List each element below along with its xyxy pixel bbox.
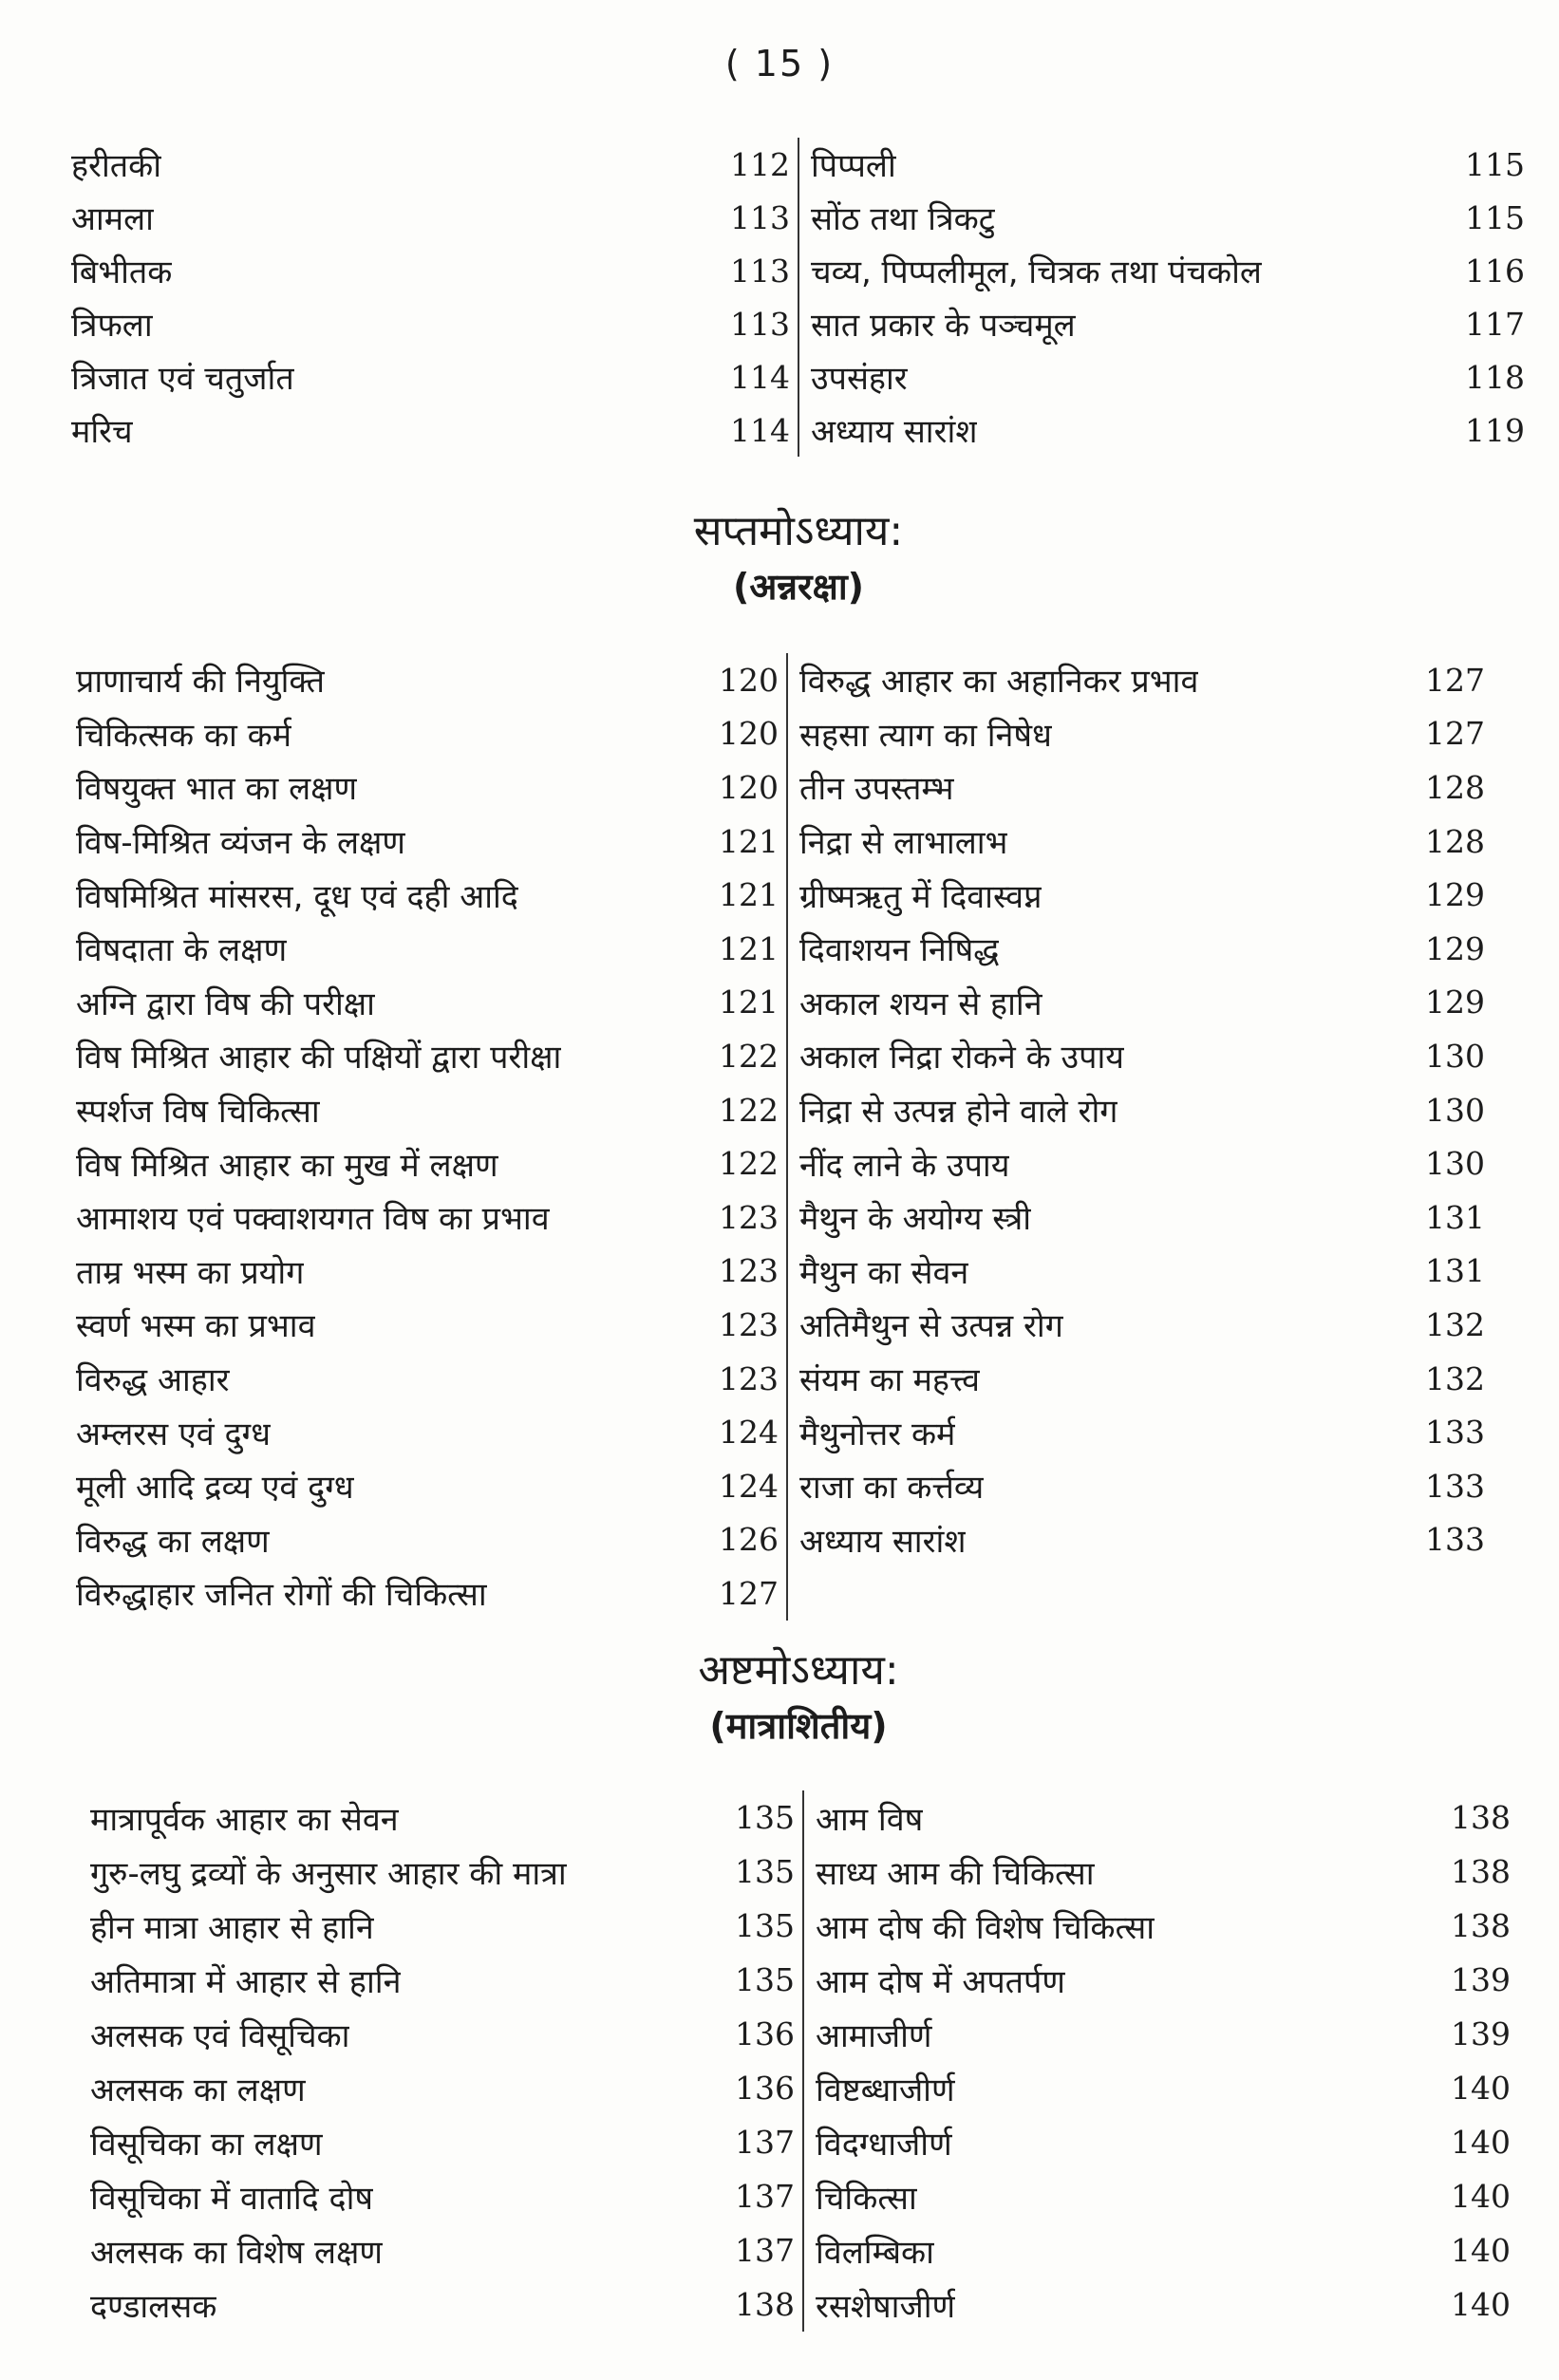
contents-entry	[71, 350, 798, 403]
entry-title: संयम का महत्त्व	[799, 1361, 980, 1400]
entry-title: साध्य आम की चिकित्सा	[816, 1854, 1095, 1893]
contents-entry	[76, 707, 786, 761]
contents-entry	[811, 244, 1532, 297]
entry-page-number: 137	[735, 2124, 795, 2161]
contents-entry	[76, 1136, 786, 1190]
entry-page-number: 138	[1451, 1907, 1511, 1944]
entry-title: राजा का कर्त्तव्य	[799, 1469, 985, 1508]
contents-entry	[76, 868, 786, 922]
entry-title: उपसंहार	[811, 360, 908, 398]
contents-entry	[76, 976, 786, 1030]
entry-page-number: 139	[1451, 2015, 1511, 2052]
entry-page-number: 128	[1425, 822, 1485, 860]
entry-title: अकाल निद्रा रोकने के उपाय	[799, 1039, 1124, 1078]
contents-entry	[811, 350, 1532, 403]
entry-page-number: 123	[719, 1198, 779, 1236]
entry-title: विरुद्ध आहार	[76, 1361, 230, 1400]
contents-entry	[799, 1513, 1493, 1567]
entry-page-number: 135	[735, 1907, 795, 1944]
entry-title: मात्रापूर्वक आहार का सेवन	[90, 1800, 399, 1839]
entry-page-number: 124	[719, 1414, 779, 1452]
entry-title: चव्य, पिप्पलीमूल, चित्रक तथा पंचकोल	[811, 253, 1262, 291]
contents-section-continued	[0, 138, 1559, 457]
entry-title: विलम्बिका	[816, 2233, 934, 2272]
entry-page-number: 113	[730, 252, 790, 290]
entry-page-number: 133	[1425, 1414, 1485, 1452]
entry-title: निद्रा से लाभालाभ	[799, 824, 1008, 863]
entry-title: आम दोष में अपतर्पण	[816, 1962, 1065, 2001]
contents-entry	[76, 1029, 786, 1083]
entry-page-number: 127	[719, 1574, 779, 1612]
contents-entry	[816, 2115, 1518, 2169]
entry-title: मैथुनोत्तर कर्म	[799, 1415, 956, 1453]
contents-entry	[76, 1245, 786, 1299]
entry-page-number: 131	[1425, 1198, 1485, 1236]
entry-page-number: 128	[1425, 768, 1485, 806]
contents-entry	[799, 1136, 1493, 1190]
entry-title: अलसक का विशेष लक्षण	[90, 2233, 383, 2272]
entry-title: विरुद्धाहार जनित रोगों की चिकित्सा	[76, 1576, 487, 1615]
contents-entry	[811, 403, 1532, 457]
chapter-7-left-column	[76, 653, 786, 1621]
contents-entry	[816, 1845, 1518, 1899]
contents-entry	[816, 2277, 1518, 2332]
entry-page-number: 135	[735, 1853, 795, 1890]
entry-page-number: 136	[735, 2070, 795, 2107]
contents-entry	[816, 2169, 1518, 2223]
entry-page-number: 121	[719, 929, 779, 967]
entry-page-number: 139	[1451, 1961, 1511, 1998]
entry-page-number: 130	[1425, 1091, 1485, 1129]
entry-page-number: 138	[1451, 1853, 1511, 1890]
entry-title: विषमिश्रित मांसरस, दूध एवं दही आदि	[76, 877, 518, 916]
contents-entry	[76, 1352, 786, 1406]
entry-page-number: 121	[719, 822, 779, 860]
contents-entry	[811, 138, 1532, 191]
contents-entry	[799, 1083, 1493, 1137]
entry-title: ताम्र भस्म का प्रयोग	[76, 1253, 305, 1292]
entry-page-number: 127	[1425, 661, 1485, 699]
entry-title: मूली आदि द्रव्य एवं दुग्ध	[76, 1469, 354, 1508]
contents-entry	[71, 403, 798, 457]
entry-page-number: 137	[735, 2178, 795, 2215]
entry-page-number: 130	[1425, 1145, 1485, 1183]
entry-title: चिकित्सा	[816, 2179, 917, 2218]
entry-page-number: 132	[1425, 1359, 1485, 1397]
contents-entry	[799, 760, 1493, 815]
entry-page-number: 127	[1425, 715, 1485, 753]
entry-title: मरिच	[71, 413, 133, 451]
contents-entry	[799, 976, 1493, 1030]
entry-page-number: 129	[1425, 876, 1485, 914]
entry-title: विषयुक्त भात का लक्षण	[76, 770, 358, 809]
entry-title: विरुद्ध आहार का अहानिकर प्रभाव	[799, 663, 1199, 702]
contents-entry	[90, 2277, 802, 2332]
contents-entry	[90, 1899, 802, 1953]
entry-title: पिप्पली	[811, 147, 896, 185]
entry-title: त्रिफला	[71, 307, 153, 345]
page-number: ( 15 )	[724, 43, 835, 84]
entry-title: अम्लरस एवं दुग्ध	[76, 1415, 271, 1453]
contents-entry	[799, 1029, 1493, 1083]
entry-page-number: 120	[719, 715, 779, 753]
entry-page-number: 122	[719, 1145, 779, 1183]
entry-page-number: 120	[719, 768, 779, 806]
entry-title: अग्नि द्वारा विष की परीक्षा	[76, 984, 375, 1023]
entry-title: निद्रा से उत्पन्न होने वाले रोग	[799, 1093, 1118, 1132]
entry-title: विसूचिका में वातादि दोष	[90, 2179, 374, 2218]
entry-page-number: 114	[730, 411, 790, 449]
entry-title: विष मिश्रित आहार का मुख में लक्षण	[76, 1146, 498, 1185]
entry-title: विष मिश्रित आहार की पक्षियों द्वारा परीक्षा	[76, 1039, 562, 1078]
contents-columns	[0, 138, 1559, 457]
contents-entry	[816, 1899, 1518, 1953]
entry-page-number: 131	[1425, 1252, 1485, 1290]
contents-entry	[816, 1953, 1518, 2007]
entry-page-number: 132	[1425, 1305, 1485, 1343]
contents-entry	[76, 1405, 786, 1459]
contents-entry	[90, 1953, 802, 2007]
entry-page-number: 119	[1465, 411, 1525, 449]
entry-page-number: 124	[719, 1467, 779, 1505]
entry-page-number: 117	[1465, 305, 1525, 343]
chapter-8-section	[0, 1642, 1559, 2332]
entry-page-number: 112	[730, 145, 790, 183]
contents-entry	[799, 1298, 1493, 1352]
chapter-8-heading: अष्टमोऽध्याय:	[698, 1646, 899, 1695]
contents-entry	[71, 138, 798, 191]
contents-entry	[799, 1352, 1493, 1406]
entry-page-number: 140	[1451, 2070, 1511, 2107]
entry-page-number: 137	[735, 2232, 795, 2269]
entry-page-number: 123	[719, 1252, 779, 1290]
contents-entry	[90, 2007, 802, 2061]
entry-title: विरुद्ध का लक्षण	[76, 1522, 270, 1561]
entry-title: रसशेषाजीर्ण	[816, 2287, 956, 2326]
contents-entry	[76, 922, 786, 976]
entry-page-number: 140	[1451, 2232, 1511, 2269]
entry-title: स्पर्शज विष चिकित्सा	[76, 1093, 320, 1132]
contents-entry	[76, 815, 786, 869]
contents-entry	[799, 1190, 1493, 1245]
chapter-8-subheading: (मात्राशितीय)	[709, 1705, 888, 1747]
entry-page-number: 138	[735, 2286, 795, 2323]
entry-title: सात प्रकार के पञ्चमूल	[811, 307, 1076, 345]
entry-page-number: 130	[1425, 1037, 1485, 1075]
entry-page-number: 121	[719, 876, 779, 914]
chapter-7-section	[0, 503, 1559, 1621]
entry-title: मैथुन का सेवन	[799, 1253, 969, 1292]
contents-entry	[76, 1459, 786, 1513]
chapter-8-right-column	[802, 1790, 1518, 2332]
contents-entry	[76, 1513, 786, 1567]
entry-page-number: 135	[735, 1799, 795, 1836]
contents-entry	[71, 191, 798, 244]
contents-entry	[76, 1566, 786, 1621]
entry-page-number: 113	[730, 305, 790, 343]
entry-page-number: 115	[1465, 198, 1525, 236]
contents-entry	[811, 297, 1532, 350]
contents-entry	[816, 2223, 1518, 2277]
chapter-7-heading: सप्तमोऽध्याय:	[693, 507, 904, 555]
contents-entry	[799, 707, 1493, 761]
entry-title: विसूचिका का लक्षण	[90, 2125, 323, 2164]
entry-title: सोंठ तथा त्रिकटु	[811, 200, 995, 238]
contents-entry	[799, 653, 1493, 707]
contents-entry	[811, 191, 1532, 244]
entry-title: आम विष	[816, 1800, 924, 1839]
entry-title: आम दोष की विशेष चिकित्सा	[816, 1908, 1155, 1947]
entry-page-number: 122	[719, 1037, 779, 1075]
entry-title: विषदाता के लक्षण	[76, 931, 288, 970]
entry-title: विष्टब्धाजीर्ण	[816, 2071, 955, 2109]
entry-page-number: 129	[1425, 984, 1485, 1021]
chapter-7-columns	[0, 653, 1559, 1621]
entry-title: बिभीतक	[71, 253, 173, 291]
entry-title: अलसक का लक्षण	[90, 2071, 306, 2109]
chapter-8-columns	[0, 1790, 1559, 2332]
entry-title: आमाजीर्ण	[816, 2016, 932, 2055]
contents-entry	[799, 868, 1493, 922]
contents-entry	[90, 1845, 802, 1899]
entry-page-number: 121	[719, 984, 779, 1021]
entry-title: स्वर्ण भस्म का प्रभाव	[76, 1307, 316, 1346]
contents-entry	[799, 1459, 1493, 1513]
contents-entry	[816, 2061, 1518, 2115]
contents-entry	[76, 653, 786, 707]
entry-page-number: 133	[1425, 1467, 1485, 1505]
entry-title: त्रिजात एवं चतुर्जात	[71, 360, 294, 398]
entry-page-number: 126	[719, 1521, 779, 1559]
contents-entry	[76, 1083, 786, 1137]
entry-title: तीन उपस्तम्भ	[799, 770, 954, 809]
chapter-7-subheading: (अन्नरक्षा)	[732, 566, 865, 608]
entry-page-number: 114	[730, 358, 790, 396]
chapter-8-left-column	[90, 1790, 802, 2332]
entry-title: मैथुन के अयोग्य स्त्री	[799, 1200, 1032, 1239]
entry-page-number: 138	[1451, 1799, 1511, 1836]
contents-entry	[90, 2061, 802, 2115]
entry-title: दिवाशयन निषिद्ध	[799, 931, 1000, 970]
contents-entry	[90, 2115, 802, 2169]
entry-title: चिकित्सक का कर्म	[76, 716, 292, 755]
contents-left-column	[71, 138, 798, 457]
contents-entry	[76, 1298, 786, 1352]
entry-title: अलसक एवं विसूचिका	[90, 2016, 350, 2055]
entry-page-number: 133	[1425, 1521, 1485, 1559]
contents-entry	[799, 1405, 1493, 1459]
entry-page-number: 120	[719, 661, 779, 699]
entry-title: आमाशय एवं पक्वाशयगत विष का प्रभाव	[76, 1200, 550, 1239]
entry-page-number: 113	[730, 198, 790, 236]
entry-title: गुरु-लघु द्रव्यों के अनुसार आहार की मात्रा	[90, 1854, 567, 1893]
entry-title: अतिमैथुन से उत्पन्न रोग	[799, 1307, 1063, 1346]
entry-title: विदग्धाजीर्ण	[816, 2125, 952, 2164]
entry-page-number: 140	[1451, 2286, 1511, 2323]
contents-entry	[816, 1790, 1518, 1845]
entry-title: सहसा त्याग का निषेध	[799, 716, 1052, 755]
contents-entry	[799, 922, 1493, 976]
entry-title: दण्डालसक	[90, 2287, 217, 2326]
entry-title: विष-मिश्रित व्यंजन के लक्षण	[76, 824, 406, 863]
entry-page-number: 123	[719, 1305, 779, 1343]
contents-entry	[76, 760, 786, 815]
entry-page-number: 122	[719, 1091, 779, 1129]
entry-page-number: 118	[1465, 358, 1525, 396]
contents-entry	[76, 1190, 786, 1245]
contents-entry	[71, 297, 798, 350]
contents-right-column	[798, 138, 1532, 457]
contents-entry	[799, 1245, 1493, 1299]
entry-page-number: 115	[1465, 145, 1525, 183]
entry-title: प्राणाचार्य की नियुक्ति	[76, 663, 325, 702]
entry-title: अध्याय सारांश	[811, 413, 978, 451]
entry-title: अकाल शयन से हानि	[799, 984, 1042, 1023]
entry-page-number: 123	[719, 1359, 779, 1397]
entry-title: हरीतकी	[71, 147, 162, 185]
entry-title: ग्रीष्मऋतु में दिवास्वप्न	[799, 877, 1042, 916]
entry-page-number: 135	[735, 1961, 795, 1998]
entry-title: अध्याय सारांश	[799, 1522, 967, 1561]
entry-page-number: 129	[1425, 929, 1485, 967]
entry-title: आमला	[71, 200, 154, 238]
entry-page-number: 140	[1451, 2124, 1511, 2161]
contents-entry	[816, 2007, 1518, 2061]
contents-entry	[90, 1790, 802, 1845]
entry-title: नींद लाने के उपाय	[799, 1146, 1010, 1185]
contents-entry	[799, 815, 1493, 869]
contents-entry	[71, 244, 798, 297]
entry-page-number: 136	[735, 2015, 795, 2052]
chapter-7-right-column	[786, 653, 1493, 1621]
contents-entry	[90, 2169, 802, 2223]
contents-entry	[90, 2223, 802, 2277]
entry-title: अतिमात्रा में आहार से हानि	[90, 1962, 402, 2001]
entry-page-number: 116	[1465, 252, 1525, 290]
entry-title: हीन मात्रा आहार से हानि	[90, 1908, 374, 1947]
entry-page-number: 140	[1451, 2178, 1511, 2215]
